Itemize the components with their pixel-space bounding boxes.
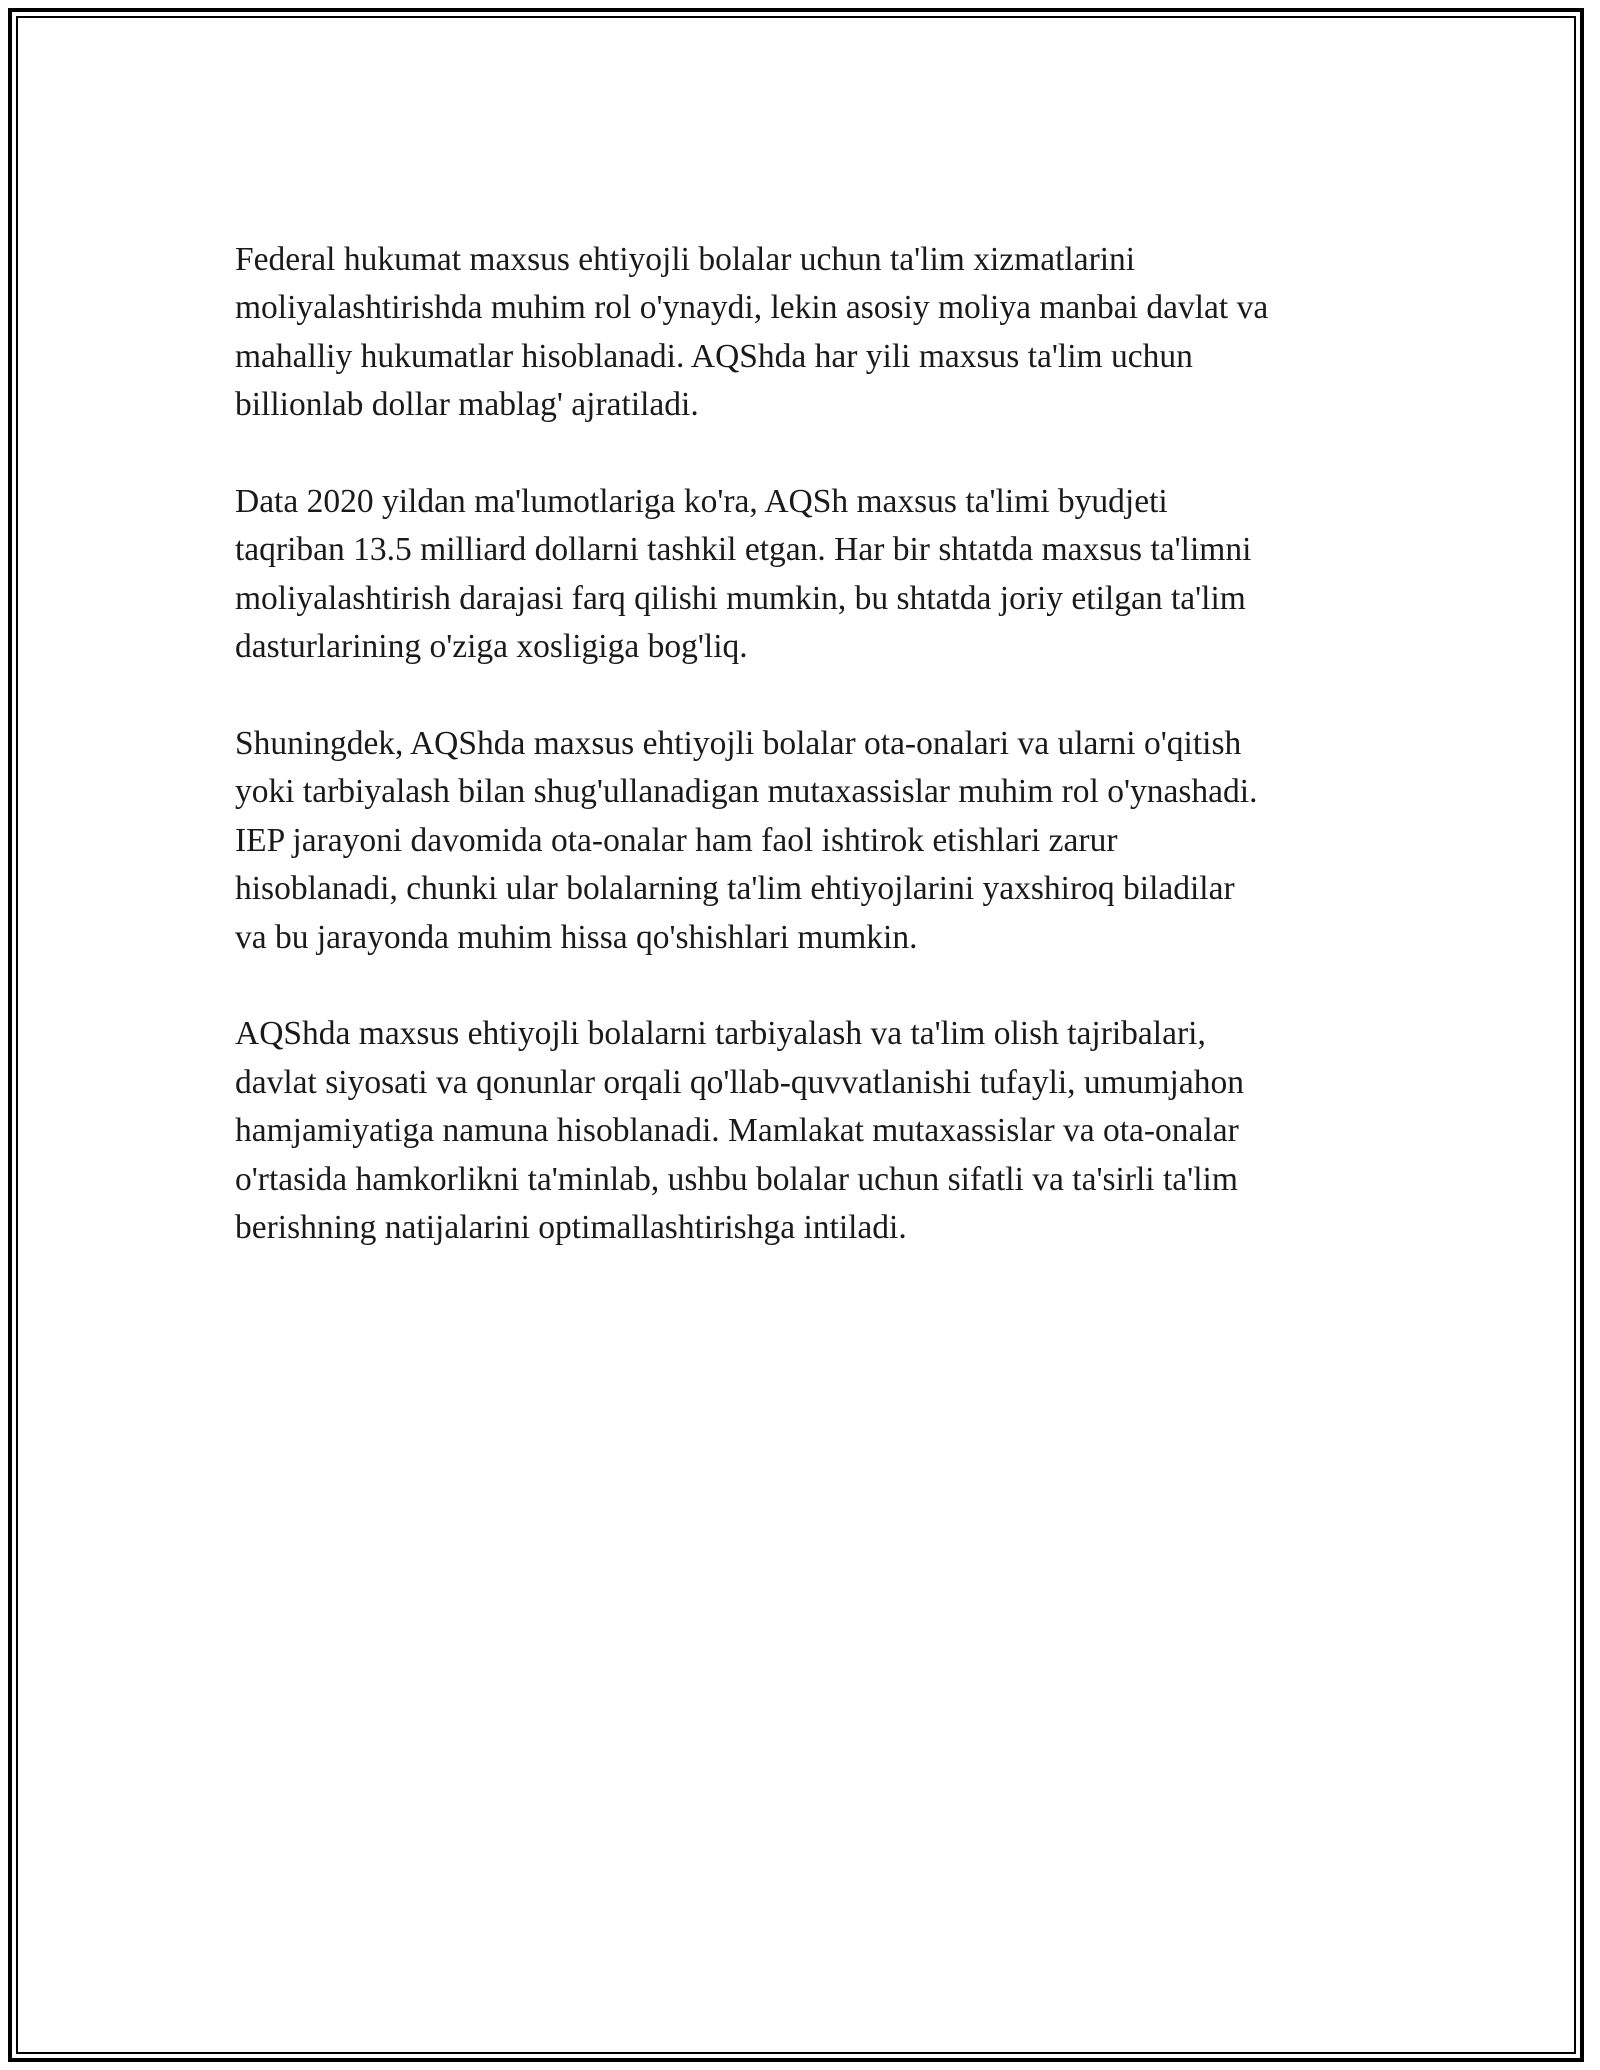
paragraph-line: Data 2020 yildan ma'lumotlariga ko'ra, AQSh maxsus ta'limi byudjeti: [235, 483, 1168, 521]
paragraph-line: hisoblanadi, chunki ular bolalarning ta'lim ehtiyojlarini yaxshiroq biladilar: [235, 870, 1235, 908]
paragraph-line: yoki tarbiyalash bilan shug'ullanadigan mutaxassislar muhim rol o'ynashadi.: [235, 773, 1258, 811]
paragraph-line: mahalliy hukumatlar hisoblanadi. AQShda har yili maxsus ta'lim uchun: [235, 337, 1193, 375]
paragraph-line: dasturlarining o'ziga xosligiga bog'liq.: [235, 628, 748, 666]
paragraph-4: [235, 1010, 1395, 1252]
paragraph-line: taqriban 13.5 milliard dollarni tashkil etgan. Har bir shtatda maxsus ta'limni: [235, 531, 1252, 569]
paragraph-line: va bu jarayonda muhim hissa qo'shishlari mumkin.: [235, 918, 918, 956]
paragraph-2: [235, 478, 1395, 672]
paragraph-line: davlat siyosati va qonunlar orqali qo'llab-quvvatlanishi tufayli, umumjahon: [235, 1063, 1244, 1101]
paragraph-line: AQShda maxsus ehtiyojli bolalarni tarbiyalash va ta'lim olish tajribalari,: [235, 1015, 1206, 1053]
paragraph-line: Shuningdek, AQShda maxsus ehtiyojli bolalar ota-onalari va ularni o'qitish: [235, 725, 1242, 763]
paragraph-1: [235, 236, 1395, 430]
paragraph-line: moliyalashtirishda muhim rol o'ynaydi, lekin asosiy moliya manbai davlat va: [235, 289, 1269, 327]
paragraph-line: hamjamiyatiga namuna hisoblanadi. Mamlakat mutaxassislar va ota-onalar: [235, 1112, 1239, 1150]
paragraph-line: o'rtasida hamkorlikni ta'minlab, ushbu bolalar uchun sifatli va ta'sirli ta'lim: [235, 1160, 1238, 1198]
paragraph-line: moliyalashtirish darajasi farq qilishi mumkin, bu shtatda joriy etilgan ta'lim: [235, 579, 1246, 617]
paragraph-3: [235, 720, 1395, 962]
paragraph-line: IEP jarayoni davomida ota-onalar ham faol ishtirok etishlari zarur: [235, 821, 1118, 859]
document-body: [235, 236, 1395, 1301]
paragraph-line: billionlab dollar mablag' ajratiladi.: [235, 386, 699, 424]
paragraph-line: berishning natijalarini optimallashtirishga intiladi.: [235, 1209, 907, 1247]
paragraph-line: Federal hukumat maxsus ehtiyojli bolalar uchun ta'lim xizmatlarini: [235, 241, 1136, 278]
